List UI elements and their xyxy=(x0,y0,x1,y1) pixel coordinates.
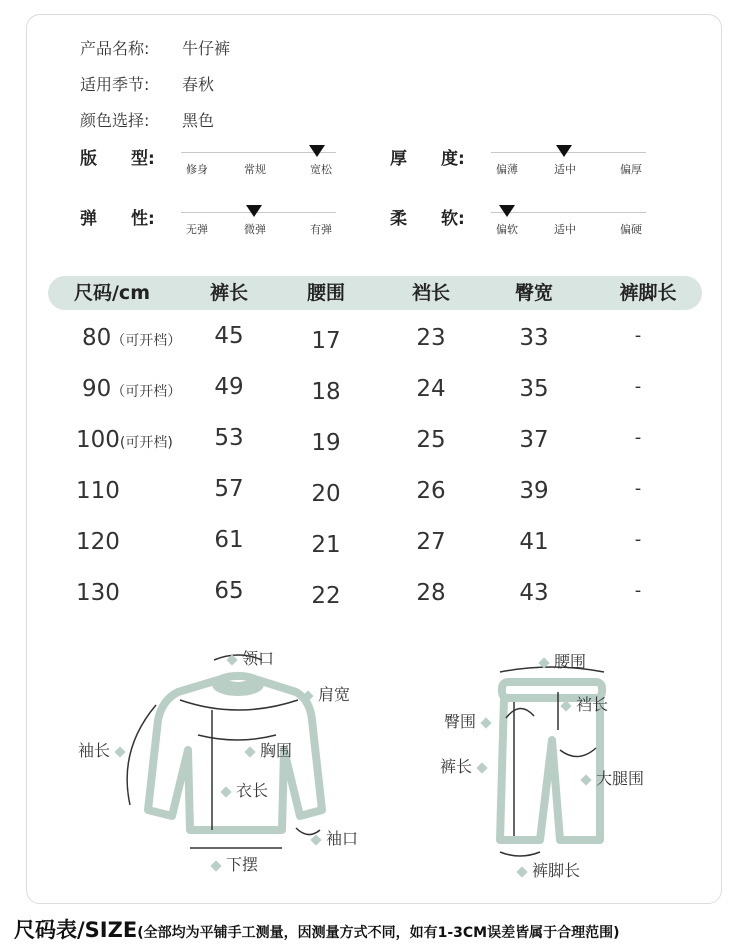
waist-label: 腰围 xyxy=(534,649,586,672)
table-cell: 17 xyxy=(311,328,341,354)
season-key: 适用季节: xyxy=(80,75,150,94)
softness-tick: 偏硬 xyxy=(620,223,642,236)
color-key: 颜色选择: xyxy=(80,111,150,130)
footer-note: (全部均为平铺手工测量，因测量方式不同，如有1-3CM误差皆属于合理范围) xyxy=(137,925,620,941)
collar-label: 领口 xyxy=(222,646,274,669)
thigh-arrow xyxy=(560,748,596,757)
table-cell: 57 xyxy=(214,476,244,502)
size-cell: 100(可开档) xyxy=(76,427,173,453)
col-pants-length: 裤长 xyxy=(209,282,249,304)
thickness-scale xyxy=(491,145,646,175)
thickness-tick: 适中 xyxy=(554,163,576,176)
table-cell: - xyxy=(634,325,642,346)
hip-arrow xyxy=(506,708,534,718)
table-row xyxy=(0,478,750,518)
size-cell: 120 xyxy=(76,529,120,555)
elasticity-marker xyxy=(246,205,262,217)
elasticity-tick: 无弹 xyxy=(186,223,208,236)
softness-scale xyxy=(491,205,646,235)
table-cell: 28 xyxy=(416,580,446,606)
size-cell: 130 xyxy=(76,580,120,606)
table-cell: 25 xyxy=(416,427,446,453)
table-row xyxy=(0,325,750,365)
footer-title: 尺码表/SIZE xyxy=(14,918,138,942)
table-cell: 21 xyxy=(311,532,341,558)
table-cell: 37 xyxy=(519,427,549,453)
elasticity-tick: 有弹 xyxy=(310,223,332,236)
pants-length-label: 裤长 xyxy=(440,754,492,777)
sleeve-label: 袖长 xyxy=(78,738,130,761)
elasticity-scale xyxy=(181,205,336,235)
elasticity-tick: 微弹 xyxy=(244,223,266,236)
table-cell: 35 xyxy=(519,376,549,402)
fit-label: 版 型: xyxy=(80,149,155,169)
table-cell: 33 xyxy=(519,325,549,351)
table-cell: 20 xyxy=(311,481,341,507)
table-cell: - xyxy=(634,376,642,397)
thickness-marker xyxy=(556,145,572,157)
table-cell: - xyxy=(634,580,642,601)
shoulder-label: 肩宽 xyxy=(298,682,350,705)
product-name-key: 产品名称: xyxy=(80,39,150,58)
table-row xyxy=(0,580,750,620)
footer xyxy=(14,914,619,944)
softness-marker xyxy=(499,205,515,217)
softness-tick: 偏软 xyxy=(496,223,518,236)
fit-tick: 宽松 xyxy=(310,163,332,176)
table-cell: 65 xyxy=(214,578,244,604)
col-rise: 裆长 xyxy=(411,282,451,304)
rise-label: 裆长 xyxy=(556,692,608,715)
table-cell: - xyxy=(634,427,642,448)
table-row xyxy=(0,376,750,416)
table-cell: 18 xyxy=(311,379,341,405)
leg-opening-arrow xyxy=(500,852,540,856)
thickness-label: 厚 度: xyxy=(390,149,465,169)
color-value: 黑色 xyxy=(182,111,215,130)
thickness-tick: 偏厚 xyxy=(620,163,642,176)
chest-label: 胸围 xyxy=(240,738,292,761)
table-cell: - xyxy=(634,478,642,499)
col-waist: 腰围 xyxy=(306,282,346,304)
season-value: 春秋 xyxy=(182,75,215,94)
table-cell: 24 xyxy=(416,376,446,402)
col-size: 尺码/cm xyxy=(73,282,151,304)
color-row xyxy=(80,108,214,131)
season-row xyxy=(80,72,214,95)
table-cell: 23 xyxy=(416,325,446,351)
thigh-label: 大腿围 xyxy=(576,766,644,789)
table-row xyxy=(0,427,750,467)
table-cell: 61 xyxy=(214,527,244,553)
hip-label: 臀围 xyxy=(444,709,496,732)
table-cell: 49 xyxy=(214,374,244,400)
table-cell: 27 xyxy=(416,529,446,555)
col-leg-opening: 裤脚长 xyxy=(619,282,677,304)
fit-tick: 修身 xyxy=(186,163,208,176)
table-cell: 53 xyxy=(214,425,244,451)
table-cell: 43 xyxy=(519,580,549,606)
elasticity-label: 弹 性: xyxy=(80,209,155,229)
softness-tick: 适中 xyxy=(554,223,576,236)
table-row xyxy=(0,529,750,569)
product-name-row xyxy=(80,36,230,59)
leg-opening-label: 裤脚长 xyxy=(512,858,580,881)
fit-scale xyxy=(181,145,336,175)
fit-tick: 常规 xyxy=(244,163,266,176)
size-cell: 110 xyxy=(76,478,120,504)
size-cell: 80（可开档） xyxy=(82,325,182,351)
softness-label: 柔 软: xyxy=(390,209,465,229)
table-header xyxy=(48,276,702,310)
product-name-value: 牛仔裤 xyxy=(182,39,231,58)
fit-marker xyxy=(309,145,325,157)
col-hip: 臀宽 xyxy=(514,282,554,304)
top-outline xyxy=(148,680,322,830)
table-cell: 39 xyxy=(519,478,549,504)
table-cell: 26 xyxy=(416,478,446,504)
hem-label: 下摆 xyxy=(206,852,258,875)
table-cell: - xyxy=(634,529,642,550)
length-label: 衣长 xyxy=(216,778,268,801)
table-cell: 22 xyxy=(311,583,341,609)
table-cell: 19 xyxy=(311,430,341,456)
size-cell: 90（可开档） xyxy=(82,376,182,402)
table-cell: 45 xyxy=(214,323,244,349)
thickness-tick: 偏薄 xyxy=(496,163,518,176)
table-cell: 41 xyxy=(519,529,549,555)
shoulder-arrow xyxy=(180,700,298,710)
cuff-label: 袖口 xyxy=(306,826,358,849)
